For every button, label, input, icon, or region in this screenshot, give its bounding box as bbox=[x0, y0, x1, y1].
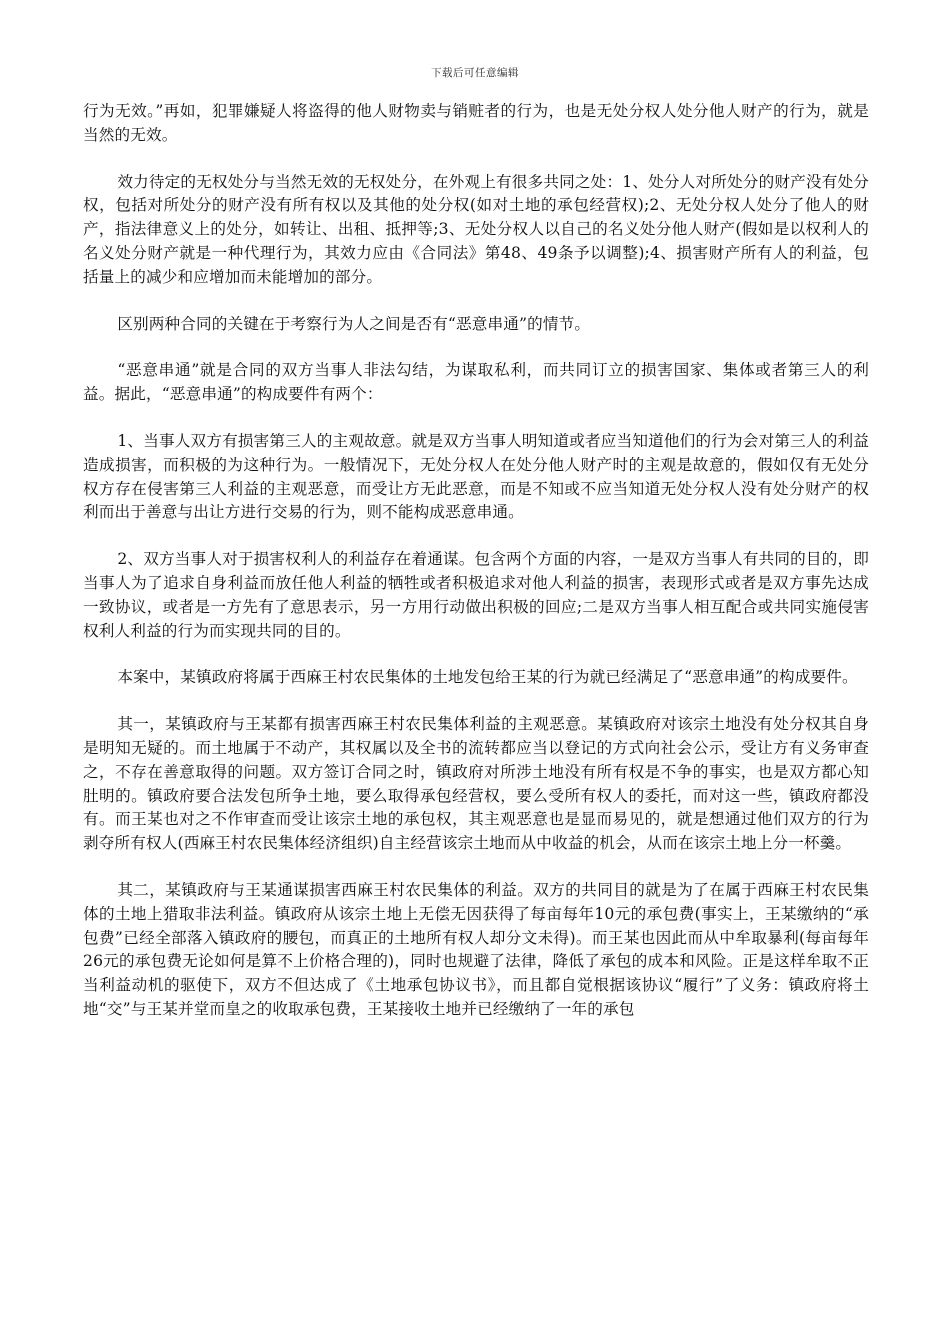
paragraph-8: 其一，某镇政府与王某都有损害西麻王村农民集体利益的主观恶意。某镇政府对该宗土地没有处分权其自身是明知无疑的。而土地属于不动产，其权属以及全书的流转都应当以登记的方式向社会公示，受让方有义务审查之，不存在善意取得的问题。双方签订合同之时，镇政府对所涉土地没有所有权是不争的事实，也是双方都心知肚明的。镇政府要合法发包所争土地，要么取得承包经营权，要么受所有权人的委托，而对这一些，镇政府都没有。而王某也对之不作审查而受让该宗土地的承包权，其主观恶意也是显而易见的，就是想通过他们双方的行为剥夺所有权人(西麻王村农民集体经济组织)自主经营该宗土地而从中收益的机会，从而在该宗土地上分一杯羹。 bbox=[83, 715, 869, 853]
paragraph-3: 区别两种合同的关键在于考察行为人之间是否有“恶意串通”的情节。 bbox=[117, 314, 591, 333]
page-header: 下载后可任意编辑 bbox=[431, 67, 519, 79]
paragraph-2: 效力待定的无权处分与当然无效的无权处分，在外观上有很多共同之处：1、处分人对所处分的财产没有处分权，包括对所处分的财产没有所有权以及其他的处分权(如对土地的承包经营权);2、无处分权人处分了他人的财产，指法律意义上的处分，如转让、出租、抵押等;3、无处分权人以自己的名义处分他人财产(假如是以权利人的名义处分财产就是一种代理行为，其效力应由《合同法》第48、49条予以调整);4、损害财产所有人的利益，包括量上的减少和应增加而未能增加的部分。 bbox=[83, 172, 869, 286]
paragraph-4: “恶意串通”就是合同的双方当事人非法勾结，为谋取私利，而共同订立的损害国家、集体或者第三人的利益。据此，“恶意串通”的构成要件有两个： bbox=[83, 361, 869, 404]
document-body bbox=[83, 100, 869, 1045]
paragraph-9: 其二，某镇政府与王某通谋损害西麻王村农民集体的利益。双方的共同目的就是为了在属于西麻王村农民集体的土地上猎取非法利益。镇政府从该宗土地上无偿无因获得了每亩每年10元的承包费(事实上，王某缴纳的“承包费”已经全部落入镇政府的腰包，而真正的土地所有权人却分文未得)。而王某也因此而从中牟取暴利(每亩每年26元的承包费无论如何是算不上价格合理的)，同时也规避了法律，降低了承包的成本和风险。正是这样牟取不正当利益动机的驱使下，双方不但达成了《土地承包协议书》，而且都自觉根据该协议“履行”了义务：镇政府将土地“交”与王某并堂而皇之的收取承包费，王某接收土地并已经缴纳了一年的承包 bbox=[83, 880, 869, 1018]
paragraph-5: 1、当事人双方有损害第三人的主观故意。就是双方当事人明知道或者应当知道他们的行为会对第三人的利益造成损害，而积极的为这种行为。一般情况下，无处分权人在处分他人财产时的主观是故意的，假如仅有无处分权方存在侵害第三人利益的主观恶意，而受让方无此恶意，而是不知或不应当知道无处分权人没有处分财产的权利而出于善意与出让方进行交易的行为，则不能构成恶意串通。 bbox=[83, 431, 869, 522]
paragraph-1: 行为无效。”再如，犯罪嫌疑人将盗得的他人财物卖与销赃者的行为，也是无处分权人处分他人财产的行为，就是当然的无效。 bbox=[83, 102, 869, 144]
paragraph-6: 2、双方当事人对于损害权利人的利益存在着通谋。包含两个方面的内容，一是双方当事人有共同的目的，即当事人为了追求自身利益而放任他人利益的牺牲或者积极追求对他人利益的损害，表现形式或者是双方事先达成一致协议，或者是一方先有了意思表示，另一方用行动做出积极的回应;二是双方当事人相互配合或共同实施侵害权利人利益的行为而实现共同的目的。 bbox=[83, 550, 869, 640]
paragraph-7: 本案中，某镇政府将属于西麻王村农民集体的土地发包给王某的行为就已经满足了“恶意串通”的构成要件。 bbox=[117, 668, 858, 687]
